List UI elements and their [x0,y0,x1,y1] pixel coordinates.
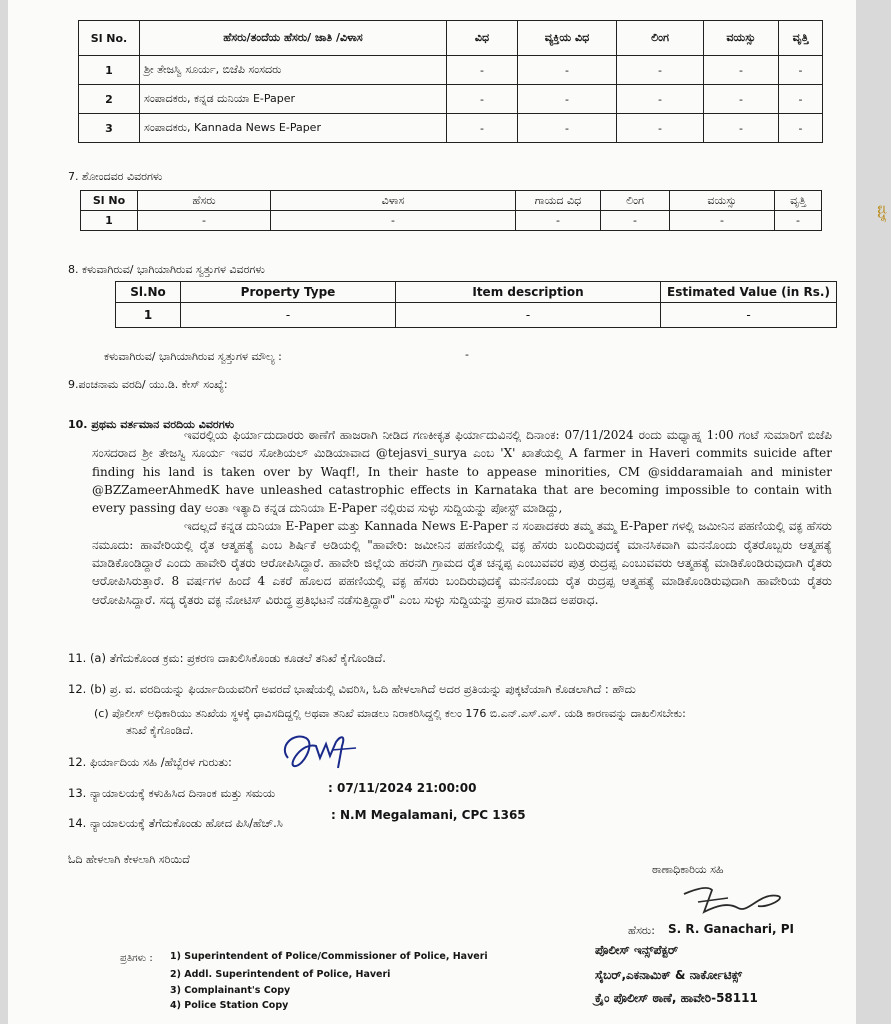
cell: - [617,114,704,143]
cell: 1 [116,303,181,328]
document-page [8,0,856,1024]
col-property-type: Property Type [181,282,396,303]
cell: - [518,85,617,114]
officer-signature-label: ಠಾಣಾಧಿಕಾರಿಯ ಸಹಿ [652,863,724,876]
complainant-signature [276,728,366,778]
cell: ಶ್ರೀ ತೇಜಸ್ವಿ ಸೂರ್ಯ, ಬಿಜೆಪಿ ಸಂಸದರು [140,56,447,85]
col-occupation: ವೃತ್ತಿ [775,191,822,211]
persons-table [78,20,823,143]
cell: - [661,303,837,328]
cell: - [271,211,516,231]
col-age: ವಯಸ್ಸು [670,191,775,211]
table-row [79,114,823,143]
col-injury-type: ಗಾಯದ ವಿಧ [516,191,601,211]
copy-given-statement: 12. (b) ಪ್ರ. ವ. ವರದಿಯನ್ನು ಫಿರ್ಯಾದಿಯವರಿಗೆ ಅವರದೆ ಭಾಷೆಯಲ್ಲಿ ವಿವರಿಸಿ, ಓದಿ ಹೇಳಲಾಗಿದೆ ಅದರ ಪ್ರತಿಯನ್ನು ಪುಕ್ಕಟೆಯಾಗಿ ಕೊಡಲಾಗಿದೆ : ಹೌದು [68,682,636,696]
cell: - [601,211,670,231]
stamp-line-3: ಕ್ರೈಂ ಪೊಲೀಸ್ ಠಾಣೆ, ಹಾವೇರಿ-58111 [595,991,758,1005]
col-name: ಹೆಸರು [138,191,271,211]
col-occupation: ವೃತ್ತಿ [779,21,823,56]
table-row [81,211,822,231]
cell: - [704,85,779,114]
cell: - [704,56,779,85]
copy-item: 2) Addl. Superintendent of Police, Haveri [170,969,391,980]
adjacent-page-fragment: ಮ್ [874,205,890,223]
col-estimated-value: Estimated Value (in Rs.) [661,282,837,303]
col-sl-no: Sl No. [79,21,140,56]
cell: ಸಂಪಾದಕರು, ಕನ್ನಡ ದುನಿಯಾ E-Paper [140,85,447,114]
officer-signature [668,880,798,924]
cell: - [704,114,779,143]
cell: - [779,56,823,85]
col-gender: ಲಿಂಗ [617,21,704,56]
fir-paragraph-2: ಇದಲ್ಲದೆ ಕನ್ನಡ ದುನಿಯಾ E-Paper ಮತ್ತು Kannada News E-Paper ನ ಸಂಪಾದಕರು ತಮ್ಮ ತಮ್ಮ E-Paper ಗಳಲ್ಲಿ ಜಮೀನಿನ ಪಹಣಿಯಲ್ಲಿ ವಕ್ಫ ಹೆಸರು ನಮೂದು: ಹಾವೇರಿಯಲ್ಲಿ ರೈತ ಆತ್ಮಹತ್ಯೆ ಎಂಬ ಶಿರ್ಷಿಕೆ ಅಡಿಯಲ್ಲಿ "ಹಾವೇರಿ: ಜಮೀನಿನ ಪಹಣಿಯಲ್ಲಿ ವಕ್ಫ ಹೆಸರು ಬಂದಿರುವುದಕ್ಕೆ ಮಾನಸಿಕವಾಗಿ ಮನನೊಂದು ರೈತರೊಬ್ಬರು ಆತ್ಮಹತ್ಯೆ ಮಾಡಿಕೊಂಡಿದ್ದಾರೆ ಎಂದು ಹಾವೇರಿ ರೈತರು ಆರೋಪಿಸಿದ್ದಾರೆ. ಹಾವೇರಿ ಜಿಲ್ಲೆಯ ಹರನಗಿ ಗ್ರಾಮದ ರೈತ ಚನ್ನಪ್ಪ ಎಂಬುವವರ ಪುತ್ರ ರುದ್ರಪ್ಪ ಎಂಬುವವರು ಆತ್ಮಹತ್ಯೆ ಮಾಡಿಕೊಂಡಿರುವುದಾಗಿ ರೈತರು ಆರೋಪಿಸಿರುತ್ತಾರೆ. 8 ವರ್ಷಗಳ ಹಿಂದೆ 4 ಎಕರೆ ಹೊಲದ ಪಹಣಿಯಲ್ಲಿ ವಕ್ಫ ಹೆಸರು ಬಂದಿರುವುದಕ್ಕೆ ಮನನೊಂದು ರೈತ ರುದ್ರಪ್ಪ ಆತ್ಮಹತ್ಯೆ ಮಾಡಿಕೊಂಡಿರುವುದಾಗಿ ಹಾವೇರಿಯ ರೈತರು ಆರೋಪಿಸಿದ್ದಾರೆ. ಸದ್ಯ ರೈತರು ವಕ್ಫ ನೋಟಿಸ್ ವಿರುದ್ಧ ಪ್ರತಿಭಟನೆ ನಡೆಸುತ್ತಿದ್ದಾರೆ" ಎಂಬ ಸುಳ್ಳು ಸುದ್ದಿಯನ್ನು ಪ್ರಸಾರ ಮಾಡಿದ ಅಪರಾಧ. [92,519,832,607]
investigation-note: (c) ಪೊಲೀಸ್ ಅಧಿಕಾರಿಯು ತನಿಖೆಯ ಸ್ಥಳಕ್ಕೆ ಧಾವಿಸದಿದ್ದಲ್ಲಿ ಅಥವಾ ತನಿಖೆ ಮಾಡಲು ನಿರಾಕರಿಸಿದ್ದಲ್ಲಿ ಕಲಂ 176 ಬಿ.ಎನ್.ಎಸ್.ಎಸ್. ಯಡಿ ಕಾರಣವನ್ನು ದಾಖಲಿಸಬೇಕು: [94,707,686,720]
cell: - [447,85,518,114]
table-row [79,56,823,85]
cell: - [138,211,271,231]
table-header-row [81,191,822,211]
table-header-row [79,21,823,56]
cell: - [617,56,704,85]
col-gender: ಲಿಂಗ [601,191,670,211]
col-age: ವಯಸ್ಸು [704,21,779,56]
cell: - [779,114,823,143]
cell: - [447,114,518,143]
investigation-note-cont: ತನಿಖೆ ಕೈಗೊಂಡಿದೆ. [126,724,194,737]
injured-table [80,190,822,231]
read-over-note: ಓದಿ ಹೇಳಲಾಗಿ ಕೇಳಲಾಗಿ ಸರಿಯಿದೆ [68,853,190,866]
cell: - [447,56,518,85]
col-person-type: ವ್ಯಕ್ತಿಯ ವಿಧ [518,21,617,56]
copy-item: 3) Complainant's Copy [170,985,291,996]
cell: - [518,56,617,85]
fir-details [92,426,832,609]
cell: 3 [79,114,140,143]
cell: - [670,211,775,231]
table-row [116,303,837,328]
officer-name: S. R. Ganachari, PI [668,922,794,936]
cell: ಸಂಪಾದಕರು, Kannada News E-Paper [140,114,447,143]
court-date-value: : 07/11/2024 21:00:00 [328,781,477,795]
property-value-label: ಕಳುವಾಗಿರುವ/ ಭಾಗಿಯಾಗಿರುವ ಸ್ವತ್ತುಗಳ ಮೌಲ್ಯ : [104,350,282,363]
section-9-label: 9.ಪಂಚನಾಮ ವರದಿ/ ಯು.ಡಿ. ಕೇಸ್ ಸಂಖ್ಯೆ: [68,378,228,391]
cell: 2 [79,85,140,114]
copy-item: 4) Police Station Copy [170,1000,289,1011]
copies-label: ಪ್ರತಿಗಳು : [120,953,153,964]
property-table [115,281,837,328]
cell: - [181,303,396,328]
officer-name-label: ಹೆಸರು: [628,924,655,937]
cell: 1 [79,56,140,85]
fir-paragraph-1: ಇವರಲ್ಲಿಯ ಫಿರ್ಯಾದುದಾರರು ಠಾಣೆಗೆ ಹಾಜರಾಗಿ ನೀಡಿದ ಗಣಕೀಕೃತ ಫಿರ್ಯಾದುವಿನಲ್ಲಿ ದಿನಾಂಕ: 07/11/2024 ರಂದು ಮಧ್ಯಾಹ್ನ 1:00 ಗಂಟೆ ಸುಮಾರಿಗೆ ಬಿಜೆಪಿ ಸಂಸದರಾದ ಶ್ರೀ ತೇಜಸ್ವಿ ಸೂರ್ಯ ಇವರ ಸೋಶಿಯಲ್ ಮಿಡಿಯಾವಾದ @tejasvi_surya ಎಂಬ 'X' ಖಾತೆಯಲ್ಲಿ A farmer in Haveri commits suicide after finding his land is taken over by Waqf!, In their haste to appease minorities, CM @siddaramaiah and minister @BZZameerAhmedK have unleashed catastrophic effects in Karnataka that are becoming impossible to contain with every passing day ಅಂತಾ ಇತ್ಯಾದಿ ಕನ್ನಡ ದುನಿಯಾ E-Paper ನಲ್ಲಿರುವ ಸುಳ್ಳು ಸುದ್ದಿಯನ್ನು ಪೋಸ್ಟ್ ಮಾಡಿದ್ದು, [92,428,832,516]
section-8-title: 8. ಕಳುವಾಗಿರುವ/ ಭಾಗಿಯಾಗಿರುವ ಸ್ವತ್ತುಗಳ ವಿವರಗಳು [68,263,265,276]
col-sl-no: Sl No [81,191,138,211]
escort-label: 14. ನ್ಯಾಯಾಲಯಕ್ಕೆ ತೆಗೆದುಕೊಂಡು ಹೋದ ಪಿಸಿ/ಹೆಚ್.ಸಿ [68,816,283,830]
escort-value: : N.M Megalamani, CPC 1365 [331,808,526,822]
cell: - [518,114,617,143]
cell: - [775,211,822,231]
section-10-title: 10. ಪ್ರಥಮ ವರ್ತಮಾನ ವರದಿಯ ವಿವರಗಳು [68,418,235,431]
action-taken: 11. (a) ತೆಗೆದುಕೊಂಡ ಕ್ರಮ: ಪ್ರಕರಣ ದಾಖಲಿಸಿಕೊಂಡು ಕೂಡಲೆ ತನಿಖೆ ಕೈಗೊಂಡಿದೆ. [68,651,386,665]
copy-item: 1) Superintendent of Police/Commissioner of Police, Haveri [170,951,488,962]
table-header-row [116,282,837,303]
col-item-description: Item description [396,282,661,303]
property-value: - [465,348,469,361]
stamp-line-1: ಪೊಲೀಸ್ ಇನ್ಸ್‌ಪೆಕ್ಟರ್ [595,943,679,957]
stamp-line-2: ಸೈಬರ್,ಎಕನಾಮಿಕ್ & ನಾರ್ಕೋಟಿಕ್ಸ್ [595,968,743,982]
cell: - [396,303,661,328]
cell: 1 [81,211,138,231]
col-address: ವಿಳಾಸ [271,191,516,211]
complainant-signature-label: 12. ಫಿರ್ಯಾದಿಯ ಸಹಿ /ಹೆಬ್ಬೆರಳ ಗುರುತು: [68,755,232,769]
col-name-address: ಹೆಸರು/ತಂದೆಯ ಹೆಸರು/ ಜಾತಿ /ವಿಳಾಸ [140,21,447,56]
court-date-label: 13. ನ್ಯಾಯಾಲಯಕ್ಕೆ ಕಳುಹಿಸಿದ ದಿನಾಂಕ ಮತ್ತು ಸಮಯ [68,786,276,800]
table-row [79,85,823,114]
col-sl-no: Sl.No [116,282,181,303]
cell: - [779,85,823,114]
section-7-title: 7. ಶೋಂದವರ ವಿವರಗಳು [68,170,163,183]
cell: - [516,211,601,231]
col-type: ವಿಧ [447,21,518,56]
cell: - [617,85,704,114]
